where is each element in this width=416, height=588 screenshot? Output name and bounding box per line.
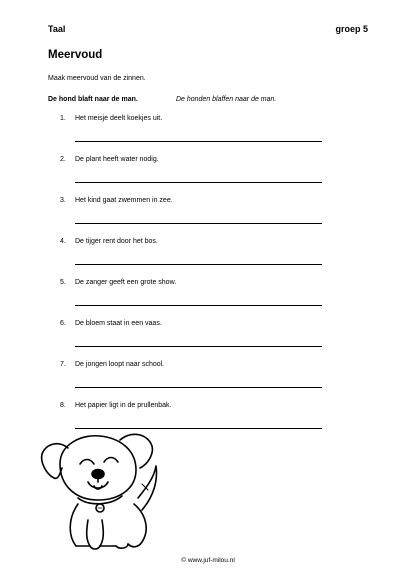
page-title: Meervoud [48, 49, 103, 61]
subject-label: Taal [48, 24, 66, 34]
answer-line[interactable] [75, 223, 322, 224]
answer-line[interactable] [75, 346, 322, 347]
copyright-footer: © www.juf-milou.nl [181, 557, 235, 564]
answer-line[interactable] [75, 182, 322, 183]
item-number: 3. [60, 197, 66, 204]
answer-line[interactable] [75, 264, 322, 265]
exercise-list [60, 115, 322, 443]
exercise-item [60, 115, 322, 156]
example-sentence: De hond blaft naar de man. [48, 96, 138, 103]
item-number: 2. [60, 156, 66, 163]
exercise-item [60, 197, 322, 238]
item-sentence: De tijger rent door het bos. [75, 238, 158, 245]
item-number: 5. [60, 279, 66, 286]
answer-line[interactable] [75, 387, 322, 388]
item-number: 6. [60, 320, 66, 327]
example-answer: De honden blaffen naar de man. [175, 96, 277, 103]
item-sentence: De jongen loopt naar school. [75, 361, 165, 368]
exercise-item [60, 279, 322, 320]
answer-line[interactable] [75, 141, 322, 142]
item-sentence: De plant heeft water nodig. [75, 156, 159, 163]
item-number: 7. [60, 361, 66, 368]
grade-label: groep 5 [335, 24, 368, 34]
item-number: 4. [60, 238, 66, 245]
item-sentence: De zanger geeft een grote show. [75, 279, 177, 286]
example-row [48, 96, 378, 103]
exercise-item [60, 156, 322, 197]
answer-line[interactable] [75, 305, 322, 306]
item-number: 8. [60, 402, 66, 409]
exercise-item [60, 238, 322, 279]
item-number: 1. [60, 115, 66, 122]
exercise-item [60, 361, 322, 402]
item-sentence: De bloem staat in een vaas. [75, 320, 162, 327]
dog-illustration [38, 424, 163, 552]
item-sentence: Het meisje deelt koekjes uit. [75, 115, 163, 122]
item-sentence: Het papier ligt in de prullenbak. [75, 402, 172, 409]
item-sentence: Het kind gaat zwemmen in zee. [75, 197, 173, 204]
instruction-text: Maak meervoud van de zinnen. [48, 75, 146, 82]
exercise-item [60, 320, 322, 361]
